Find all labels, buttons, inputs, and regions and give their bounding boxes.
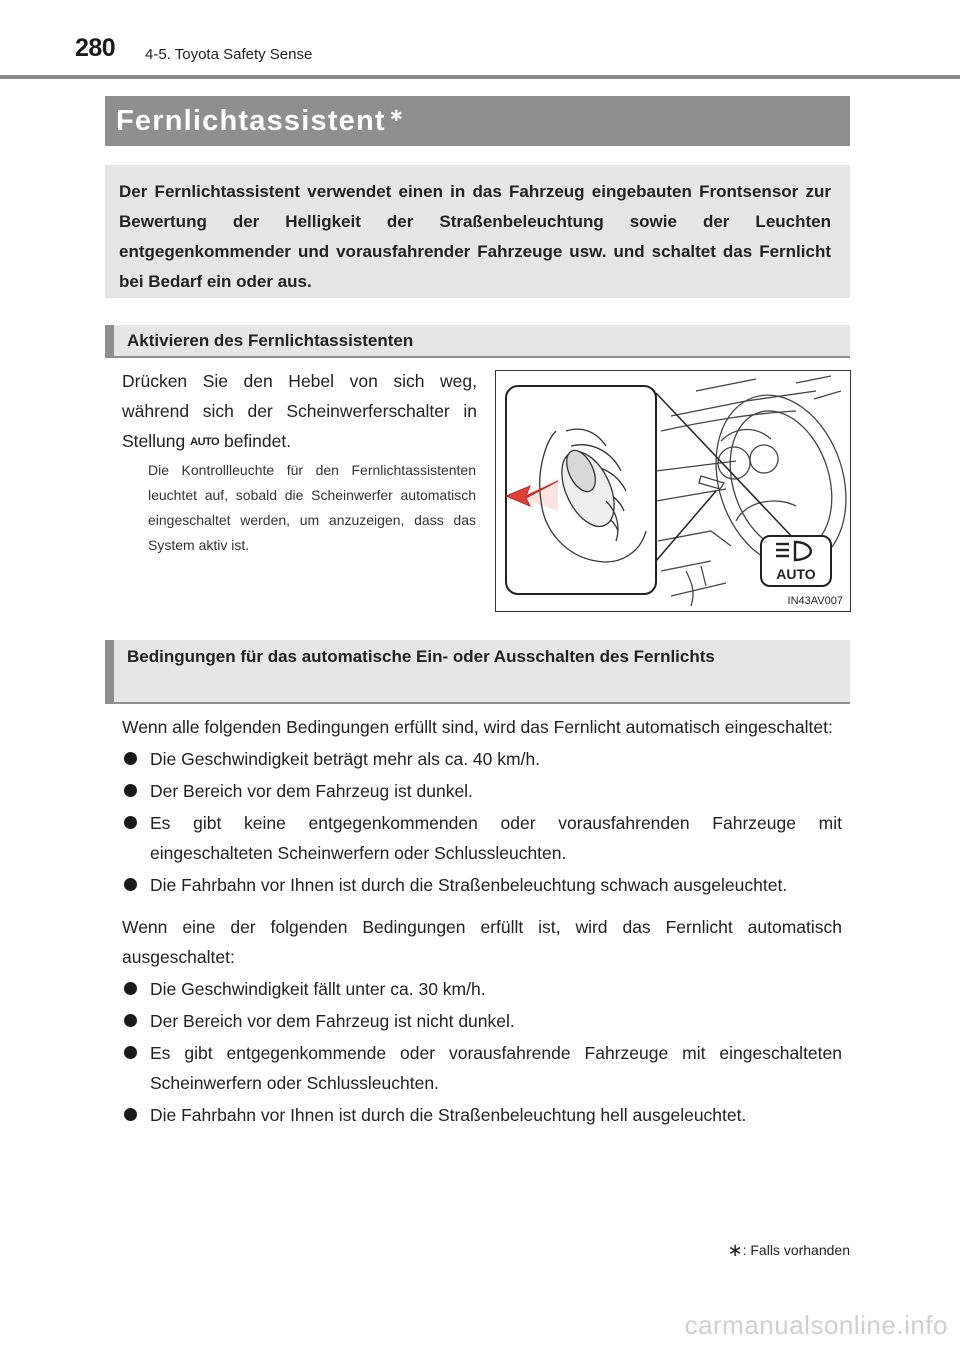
section-heading-conditions (105, 640, 850, 704)
list-item: Es gibt entgegenkommende oder vorausfahrende Fahrzeuge mit eingeschalteten Scheinwerfern oder Schlussleuchten. (122, 1038, 842, 1098)
bullet-icon (124, 1108, 137, 1121)
header-divider (0, 75, 960, 79)
page-title (116, 105, 406, 138)
bullet-icon (124, 1014, 137, 1027)
list-item: Die Geschwindigkeit beträgt mehr als ca. 40 km/h. (122, 744, 842, 774)
section-breadcrumb: 4-5. Toyota Safety Sense (145, 46, 313, 63)
list-item: Der Bereich vor dem Fahrzeug ist dunkel. (122, 776, 842, 806)
section-heading-activation (105, 325, 850, 358)
list-item: Die Fahrbahn vor Ihnen ist durch die Straßenbeleuchtung schwach ausgeleuchtet. (122, 870, 842, 900)
instruction-text-part2: befindet. (223, 431, 292, 451)
bullet-icon (124, 878, 137, 891)
page-number: 280 (75, 34, 116, 62)
list-item: Es gibt keine entgegenkommenden oder vorausfahrenden Fahrzeuge mit eingeschalteten Scheinwerfern oder Schlussleuchten. (122, 808, 842, 868)
switch-off-conditions-list (122, 974, 842, 1130)
conditions-content (122, 712, 842, 1130)
bullet-icon (124, 1046, 137, 1059)
instruction-text-part1: Drücken Sie den Hebel von sich weg, während sich der Scheinwerferschalter in Stellung (122, 371, 477, 451)
page-title-text: Fernlichtassistent (116, 105, 386, 137)
auto-headlight-symbol: AUTO (190, 436, 220, 448)
footnote (728, 1240, 851, 1261)
list-item: Der Bereich vor dem Fahrzeug ist nicht dunkel. (122, 1006, 842, 1036)
watermark: carmanualsonline.info (684, 1310, 948, 1340)
list-item: Die Geschwindigkeit fällt unter ca. 30 km/h. (122, 974, 842, 1004)
section-heading-bar (105, 325, 114, 356)
switch-off-intro: Wenn eine der folgenden Bedingungen erfüllt ist, wird das Fernlicht automatisch ausgeschaltet: (122, 917, 842, 967)
title-asterisk-marker: ∗ (388, 105, 406, 125)
bullet-icon (124, 816, 137, 829)
intro-box (105, 165, 850, 298)
switch-on-conditions-list (122, 744, 842, 900)
list-item: Die Fahrbahn vor Ihnen ist durch die Straßenbeleuchtung hell ausgeleuchtet. (122, 1100, 842, 1130)
section-heading-bar (105, 640, 114, 702)
indicator-note: Die Kontrollleuchte für den Fernlichtassistenten leuchtet auf, sobald die Scheinwerfer automatisch eingeschaltet werden, um anzuzeigen, dass das System aktiv ist. (148, 462, 476, 553)
indicator-auto-label: AUTO (776, 566, 816, 582)
auto-high-beam-indicator-icon (761, 536, 831, 586)
lever-illustration (495, 370, 851, 612)
title-bar (105, 96, 850, 146)
section-heading-text: Bedingungen für das automatische Ein- oder Ausschalten des Fernlichts (127, 647, 715, 666)
footnote-text: : Falls vorhanden (742, 1242, 850, 1258)
dashboard-lever-drawing (496, 371, 850, 611)
figure-code: IN43AV007 (787, 595, 843, 607)
bullet-icon (124, 784, 137, 797)
activation-instruction (122, 366, 477, 457)
footnote-asterisk-marker: ∗ (727, 1240, 743, 1260)
bullet-icon (124, 982, 137, 995)
intro-text: Der Fernlichtassistent verwendet einen in das Fahrzeug eingebauten Frontsensor zur Bewertung der Helligkeit der Straßenbeleuchtung sowie der Leuchten entgegenkommender und vorausfahrender Fahrzeuge usw. und schaltet das Fernlicht bei Bedarf ein oder aus. (119, 182, 831, 291)
switch-on-intro: Wenn alle folgenden Bedingungen erfüllt sind, wird das Fernlicht automatisch eingeschaltet: (122, 717, 833, 737)
bullet-icon (124, 752, 137, 765)
section-heading-text: Aktivieren des Fernlichtassistenten (127, 331, 414, 350)
